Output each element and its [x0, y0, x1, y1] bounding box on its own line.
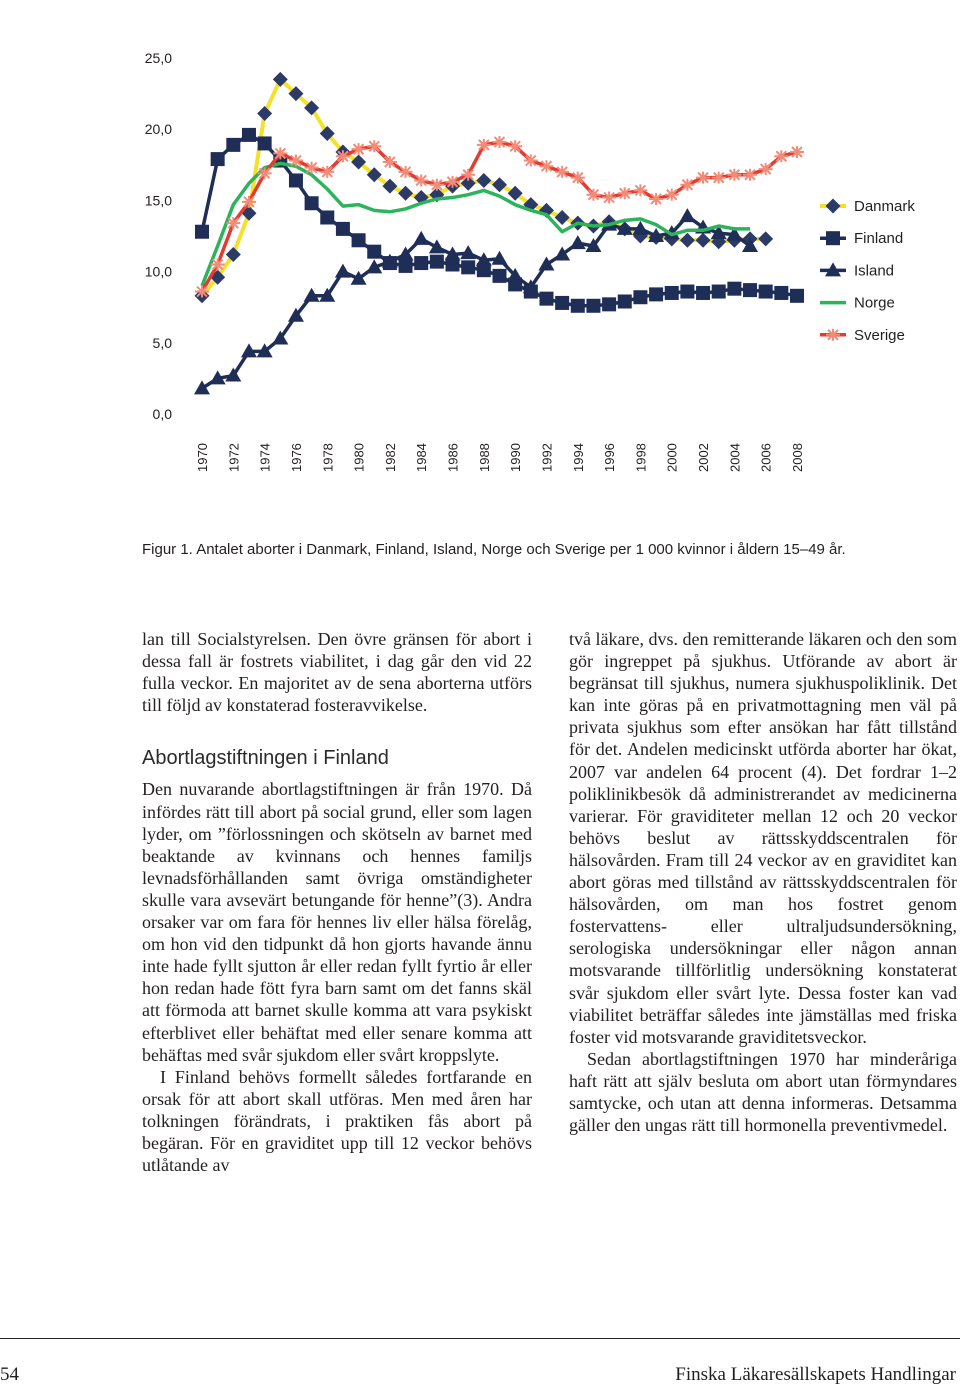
- data-point-sverige-1987: [461, 169, 475, 181]
- data-point-finland-1981: [367, 245, 381, 259]
- data-point-island-2001: [679, 208, 695, 222]
- data-point-finland-1995: [586, 299, 600, 313]
- data-point-finland-1999: [649, 287, 663, 301]
- data-point-finland-1974: [258, 136, 272, 150]
- data-point-sverige-1972: [226, 217, 240, 229]
- data-point-finland-1987: [461, 260, 475, 274]
- legend-label-sverige: Sverige: [854, 326, 905, 344]
- data-point-finland-1984: [414, 256, 428, 270]
- data-point-finland-2007: [774, 286, 788, 300]
- data-point-finland-1989: [493, 269, 507, 283]
- legend-item-danmark: [820, 198, 915, 215]
- data-point-sverige-1981: [367, 140, 381, 152]
- data-point-sverige-1992: [539, 160, 553, 172]
- data-point-finland-2008: [790, 289, 804, 303]
- data-point-sverige-2006: [759, 163, 773, 175]
- data-point-sverige-1978: [320, 166, 334, 178]
- data-point-sverige-1975: [273, 147, 287, 159]
- y-tick-label-10-0: 10,0: [144, 263, 172, 280]
- right-text-column: [569, 628, 957, 1136]
- data-point-finland-2003: [712, 285, 726, 299]
- data-point-finland-1971: [211, 152, 225, 166]
- y-tick-label-20-0: 20,0: [144, 121, 172, 138]
- x-tick-label-1988: 1988: [476, 443, 492, 472]
- data-point-finland-2006: [759, 285, 773, 299]
- data-point-finland-1993: [555, 296, 569, 310]
- data-point-sverige-1993: [555, 166, 569, 178]
- data-point-sverige-2005: [743, 169, 757, 181]
- data-point-sverige-1979: [336, 150, 350, 162]
- left-paragraph-2: Den nuvarande abortlagstiftningen är från 1970. Då infördes rätt till abort på social grund, eller som lagen lyder, om ”förlossningen och skötseln av barnet med beaktande av kvinnans och hennes familjs levnadsförhållanden samt övriga omständigheter skulle vara avsevärt betungande för henne”(3). Andra orsaker var om fara för hennes liv eller hälsa förelåg, om hon vid den tidpunkt då hon gjorts havande ännu inte hade fyllt sjutton år eller redan fyllt fyrtio år eller hon redan hade fött fyra barn samt om det fanns skäl att förmoda att barnet skulle komma att vara psykiskt efterblivet eller behäftat med eller senare komma att behäftas med svår sjukdom eller svårt kroppslyte.: [142, 779, 532, 1065]
- x-tick-label-2004: 2004: [727, 443, 743, 472]
- data-point-finland-2002: [696, 286, 710, 300]
- data-point-sverige-1996: [602, 192, 616, 204]
- data-point-danmark-1989: [492, 177, 507, 192]
- data-point-finland-1972: [226, 138, 240, 152]
- y-tick-label-0-0: 0,0: [152, 406, 172, 422]
- legend-item-norge: [820, 295, 895, 312]
- x-tick-label-1992: 1992: [539, 443, 555, 472]
- x-tick-label-2000: 2000: [664, 443, 680, 472]
- data-point-sverige-1973: [242, 196, 256, 208]
- data-point-finland-1977: [305, 196, 319, 210]
- data-point-sverige-1991: [524, 155, 538, 167]
- journal-name: Finska Läkaresällskapets Handlingar: [675, 1364, 956, 1385]
- data-point-sverige-1989: [493, 136, 507, 148]
- data-point-finland-1983: [399, 259, 413, 273]
- x-tick-label-1994: 1994: [570, 443, 586, 472]
- data-point-island-1992: [538, 256, 554, 270]
- legend-marker-danmark: [826, 199, 841, 214]
- data-point-sverige-2008: [790, 146, 804, 158]
- data-point-sverige-1983: [399, 166, 413, 178]
- x-tick-label-2006: 2006: [758, 443, 774, 472]
- y-tick-label-5-0: 5,0: [152, 334, 172, 351]
- data-point-sverige-1977: [305, 162, 319, 174]
- x-tick-label-1972: 1972: [226, 443, 242, 472]
- data-point-danmark-1983: [398, 186, 413, 201]
- legend-item-finland: [820, 230, 903, 247]
- legend-label-norge: Norge: [854, 294, 895, 312]
- footer-rule: [0, 1338, 960, 1339]
- data-point-sverige-1985: [430, 179, 444, 191]
- series-layer: [194, 72, 804, 395]
- x-tick-label-1990: 1990: [508, 443, 524, 472]
- data-point-sverige-1980: [352, 143, 366, 155]
- data-point-sverige-2003: [712, 172, 726, 184]
- data-point-island-1985: [429, 239, 445, 253]
- data-point-finland-1976: [289, 173, 303, 187]
- data-point-finland-1992: [539, 292, 553, 306]
- x-tick-label-1998: 1998: [633, 443, 649, 472]
- data-point-finland-1985: [430, 255, 444, 269]
- y-axis: [145, 50, 172, 422]
- legend-label-island: Island: [854, 262, 895, 280]
- x-tick-label-1978: 1978: [320, 443, 336, 472]
- data-point-sverige-1988: [477, 139, 491, 151]
- x-tick-label-1980: 1980: [351, 443, 367, 472]
- figure-caption: Figur 1. Antalet aborter i Danmark, Finland, Island, Norge och Sverige per 1 000 kvinnor i åldern 15–49 år.: [142, 541, 846, 558]
- abortion-rate-line-chart: [0, 0, 960, 520]
- left-paragraph-3: I Finland behövs formellt således fortfarande en orsak för att abort skall utföras. Men med åren har tolkningen förändrats, i praktiken fås abort på begäran. För en graviditet upp till 12 veckor behövs utlåtande av: [142, 1066, 532, 1176]
- legend-item-sverige: [820, 327, 905, 344]
- data-point-sverige-2002: [696, 172, 710, 184]
- left-paragraph-1: lan till Socialstyrelsen. Den övre gränsen för abort i dessa fall är fostrets viabilitet, i dag går den vid 22 fulla veckor. En majoritet av de sena aborterna utförs till följd av konstaterad fosteravvikelse.: [142, 629, 532, 716]
- section-heading: Abortlagstiftningen i Finland: [142, 747, 389, 770]
- data-point-island-1979: [335, 264, 351, 278]
- data-point-sverige-1995: [586, 189, 600, 201]
- data-point-sverige-1971: [211, 258, 225, 270]
- left-text-column: [142, 628, 532, 1176]
- right-paragraph-2: Sedan abortlagstiftningen 1970 har minderåriga haft rätt att själv besluta om abort utan förmyndares samtycke, och utan att denna informeras. Detsamma gäller den ungas rätt till hormonella preventivmedel.: [569, 1048, 957, 1136]
- x-tick-label-1976: 1976: [288, 443, 304, 472]
- data-point-danmark-2006: [758, 231, 773, 246]
- data-point-finland-2000: [665, 286, 679, 300]
- right-paragraph-1: två läkare, dvs. den remitterande läkaren och den som gör ingreppet på sjukhus. Utförande av abort är begränsat till sjukhus, numera sjukhuspoliklinik. Det kan inte göras på en privatmottagning men väl på privata sjukhus som efter ansökan har fått tillstånd för det. Andelen medicinskt utförda aborter har ökat, 2007 var andelen 64 procent (4). Det fordrar 1–2 poliklinikbesök då administrerandet av medicinerna varierar. För graviditeter mellan 12 och 20 veckor behövs beslut av rättsskyddscentralen för hälsovården. Fram till 24 veckor av en graviditet kan abort göras med tillstånd av rättsskyddscentralen för hälsovården, om man hos fostret genom fostervattens- eller ultraljudsundersökning, serologiska undersökningar eller någon annan motsvarande tillförlitlig undersökning konstaterat svår sjukdom eller svårt lyte. Dessa foster kan vad viabilitet beträffar således inte jämställas med friska foster vid motsvarande graviditetsveckor.: [569, 629, 957, 1047]
- data-point-sverige-1998: [633, 184, 647, 196]
- x-axis: [195, 443, 805, 472]
- data-point-finland-1979: [336, 222, 350, 236]
- y-tick-label-25-0: 25,0: [144, 50, 172, 66]
- data-point-finland-1998: [633, 290, 647, 304]
- data-point-finland-2001: [680, 285, 694, 299]
- data-point-danmark-2001: [680, 233, 695, 248]
- data-point-danmark-1988: [476, 173, 491, 188]
- legend-label-danmark: Danmark: [854, 198, 915, 215]
- legend-item-island: [820, 262, 894, 279]
- data-point-danmark-1974: [257, 106, 272, 121]
- chart-legend: [820, 198, 915, 344]
- legend-marker-finland: [826, 231, 840, 245]
- data-point-sverige-2007: [774, 150, 788, 162]
- data-point-finland-1973: [242, 128, 256, 142]
- x-tick-label-1974: 1974: [257, 443, 273, 472]
- data-point-sverige-1990: [508, 140, 522, 152]
- data-point-sverige-1982: [383, 156, 397, 168]
- data-point-danmark-1993: [555, 210, 570, 225]
- data-point-sverige-2000: [665, 189, 679, 201]
- data-point-sverige-1994: [571, 172, 585, 184]
- x-tick-label-2002: 2002: [696, 443, 712, 472]
- data-point-sverige-1997: [618, 187, 632, 199]
- series-island: [194, 208, 758, 394]
- data-point-island-1970: [194, 380, 210, 394]
- legend-label-finland: Finland: [854, 230, 904, 248]
- data-point-sverige-1970: [195, 286, 209, 298]
- data-point-sverige-2004: [727, 169, 741, 181]
- data-point-sverige-1984: [414, 174, 428, 186]
- data-point-finland-2004: [727, 282, 741, 296]
- x-tick-label-2008: 2008: [790, 443, 805, 472]
- data-point-sverige-1999: [649, 193, 663, 205]
- x-tick-label-1970: 1970: [195, 443, 210, 472]
- data-point-sverige-1976: [289, 155, 303, 167]
- data-point-danmark-2002: [696, 233, 711, 248]
- data-point-sverige-1986: [446, 176, 460, 188]
- data-point-finland-1978: [320, 210, 334, 224]
- page-number: 54: [0, 1364, 19, 1385]
- data-point-finland-1970: [195, 225, 209, 239]
- data-point-sverige-1974: [258, 167, 272, 179]
- data-point-finland-1996: [602, 297, 616, 311]
- data-point-finland-2005: [743, 283, 757, 297]
- y-tick-label-15-0: 15,0: [144, 192, 172, 209]
- data-point-island-1984: [413, 231, 429, 245]
- x-tick-label-1982: 1982: [382, 443, 398, 472]
- x-tick-label-1986: 1986: [445, 443, 461, 472]
- data-point-finland-1994: [571, 299, 585, 313]
- data-point-finland-1980: [352, 233, 366, 247]
- data-point-island-1994: [570, 235, 586, 249]
- x-tick-label-1996: 1996: [602, 443, 618, 472]
- data-point-sverige-2001: [680, 179, 694, 191]
- legend-marker-sverige: [826, 329, 840, 341]
- x-tick-label-1984: 1984: [414, 443, 430, 472]
- data-point-finland-1997: [618, 295, 632, 309]
